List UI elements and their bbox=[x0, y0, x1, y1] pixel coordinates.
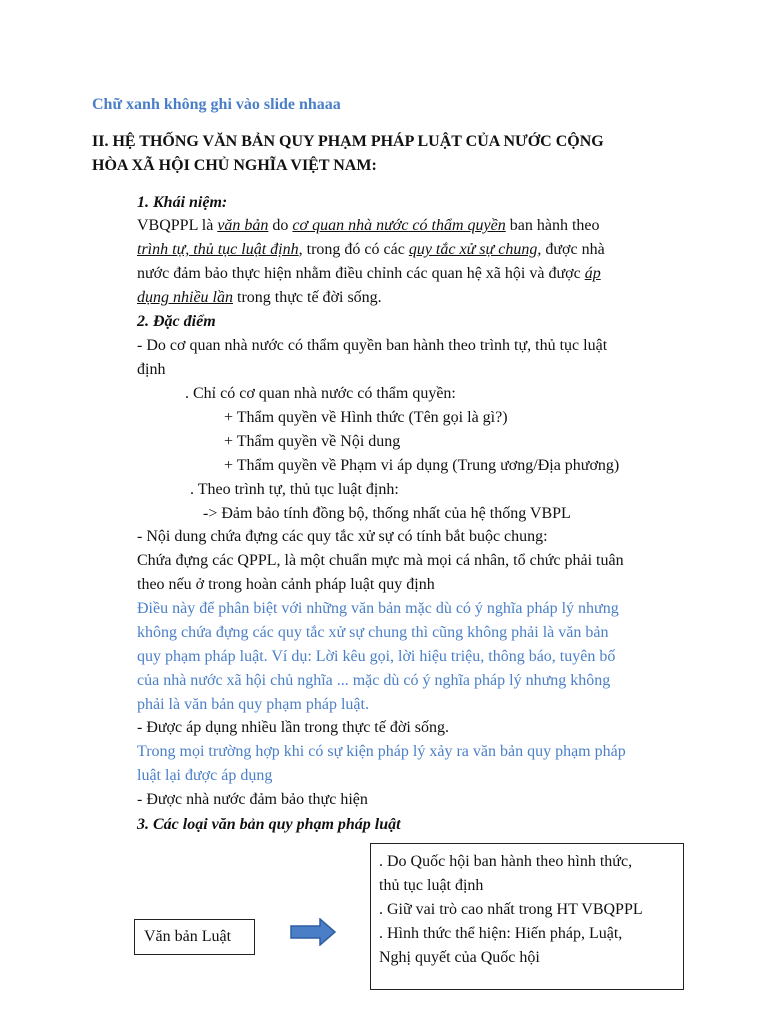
concept-line-2 bbox=[137, 240, 605, 260]
feature-2-desc-1: Chứa đựng các QPPL, là một chuẩn mực mà mọi cá nhân, tổ chức phải tuân bbox=[137, 552, 624, 569]
blue-note-1-line-4: của nhà nước xã hội chủ nghĩa ... mặc dù có ý nghĩa pháp lý nhưng không bbox=[137, 672, 611, 689]
blue-note-2-line-1: Trong mọi trường hợp khi có sự kiện pháp lý xảy ra văn bản quy phạm pháp bbox=[137, 743, 626, 760]
text: ban hành theo bbox=[505, 217, 600, 234]
law-document-label: Văn bản Luật bbox=[144, 928, 232, 945]
concept-line-1 bbox=[137, 216, 599, 236]
feature-2-desc-2: theo nếu ở trong hoàn cảnh pháp luật quy định bbox=[137, 576, 435, 593]
right-arrow-icon bbox=[290, 918, 336, 946]
authority-form: + Thẩm quyền về Hình thức (Tên gọi là gì?) bbox=[224, 409, 508, 426]
text: do bbox=[268, 217, 293, 234]
law-desc-line-4: . Hình thức thể hiện: Hiến pháp, Luật, bbox=[379, 925, 623, 942]
feature-4: - Được nhà nước đảm bảo thực hiện bbox=[137, 791, 368, 808]
law-desc-line-5: Nghị quyết của Quốc hội bbox=[379, 949, 540, 966]
features-title: 2. Đặc điểm bbox=[137, 313, 216, 330]
text-underlined: cơ quan nhà nước có thẩm quyền bbox=[292, 217, 506, 234]
law-desc-line-1: . Do Quốc hội ban hành theo hình thức, bbox=[379, 853, 633, 870]
authority-scope: + Thẩm quyền về Phạm vi áp dụng (Trung ương/Địa phương) bbox=[224, 457, 620, 474]
blue-note-1-line-3: quy phạm pháp luật. Ví dụ: Lời kêu gọi, lời hiệu triệu, thông báo, tuyên bố bbox=[137, 648, 616, 665]
concept-line-3 bbox=[137, 264, 601, 284]
text-underlined: trình tự, thủ tục luật định bbox=[137, 241, 299, 258]
feature-3: - Được áp dụng nhiều lần trong thực tế đời sống. bbox=[137, 719, 449, 736]
text: , được nhà bbox=[537, 241, 605, 258]
concept-title: 1. Khái niệm: bbox=[137, 194, 228, 211]
types-title: 3. Các loại văn bản quy phạm pháp luật bbox=[137, 816, 401, 833]
feature-2: - Nội dung chứa đựng các quy tắc xử sự có tính bắt buộc chung: bbox=[137, 528, 548, 545]
text-underlined: văn bản bbox=[217, 217, 269, 234]
text: , trong đó có các bbox=[298, 241, 409, 258]
law-desc-line-3: . Giữ vai trò cao nhất trong HT VBQPPL bbox=[379, 901, 643, 918]
blue-note-1-line-1: Điều này để phân biệt với những văn bản mặc dù có ý nghĩa pháp lý nhưng bbox=[137, 600, 619, 617]
law-description-box bbox=[370, 843, 684, 990]
text-underlined: áp bbox=[584, 265, 601, 282]
blue-note-1-line-2: không chứa đựng các quy tắc xử sự chung thì cũng không phải là văn bản bbox=[137, 624, 609, 641]
text: VBQPPL là bbox=[137, 217, 218, 234]
law-document-box bbox=[134, 919, 255, 955]
feature-1-sub-2: . Theo trình tự, thủ tục luật định: bbox=[190, 481, 399, 498]
section-heading-line-2: HÒA XÃ HỘI CHỦ NGHĨA VIỆT NAM: bbox=[92, 157, 377, 174]
blue-note-2-line-2: luật lại được áp dụng bbox=[137, 767, 273, 784]
authority-content: + Thẩm quyền về Nội dung bbox=[224, 433, 401, 450]
section-heading-line-1: II. HỆ THỐNG VĂN BẢN QUY PHẠM PHÁP LUẬT CỦA NƯỚC CỘNG bbox=[92, 133, 604, 150]
feature-1-line-1: - Do cơ quan nhà nước có thẩm quyền ban hành theo trình tự, thủ tục luật bbox=[137, 337, 608, 354]
concept-line-4 bbox=[137, 288, 382, 308]
feature-1-sub-1: . Chỉ có cơ quan nhà nước có thẩm quyền: bbox=[185, 385, 456, 402]
text-underlined: dụng nhiều lần bbox=[137, 289, 233, 306]
text: trong thực tế đời sống. bbox=[233, 289, 382, 306]
consistency-note: -> Đảm bảo tính đồng bộ, thống nhất của hệ thống VBPL bbox=[203, 505, 571, 522]
text: nước đảm bảo thực hiện nhằm điều chỉnh các quan hệ xã hội và được bbox=[137, 265, 585, 282]
note-text: Chữ xanh không ghi vào slide nhaaa bbox=[92, 96, 341, 113]
feature-1-line-2: định bbox=[137, 361, 166, 378]
law-desc-line-2: thủ tục luật định bbox=[379, 877, 484, 894]
text-underlined: quy tắc xử sự chung bbox=[408, 241, 538, 258]
blue-note-1-line-5: phải là văn bản quy phạm pháp luật. bbox=[137, 696, 369, 713]
